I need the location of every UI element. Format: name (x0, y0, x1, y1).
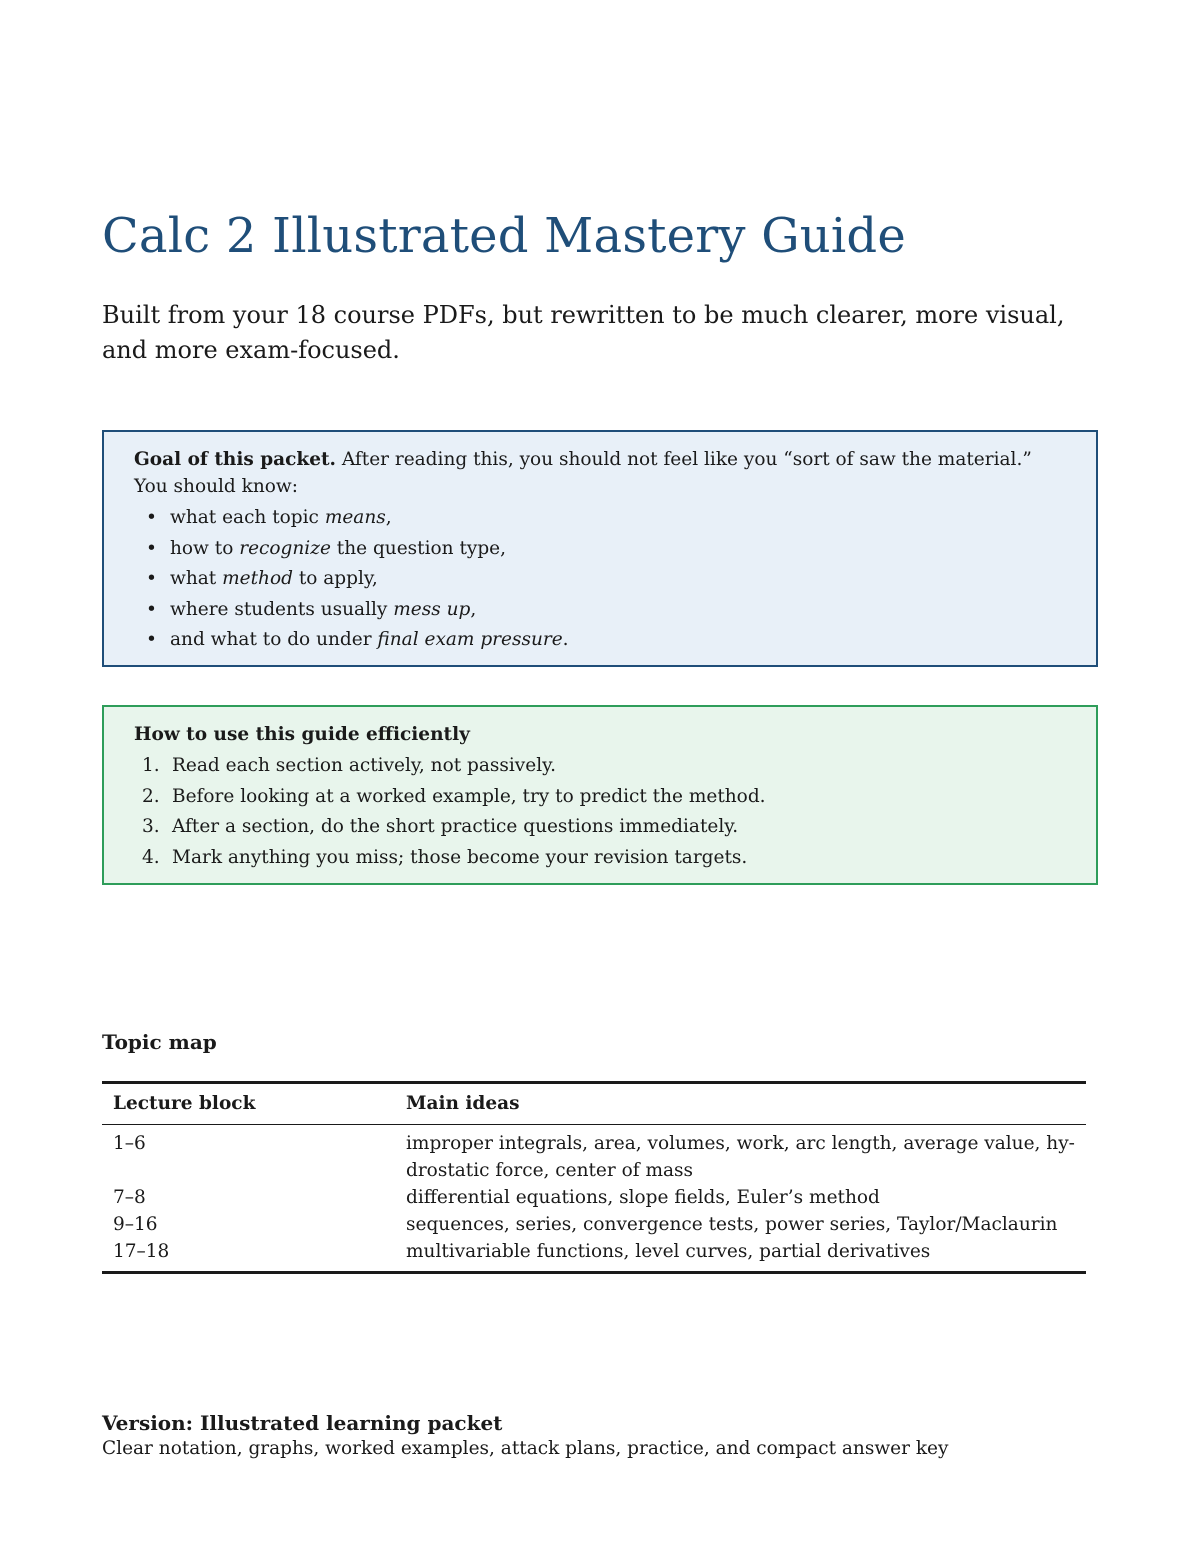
cell-lecture-block: 9–16 (113, 1214, 158, 1235)
bullet-icon: • (146, 629, 157, 651)
cell-lecture-block: 1–6 (113, 1133, 146, 1154)
cell-main-ideas: improper integrals, area, volumes, work, arc length, average value, hy- drostatic force, center of mass (406, 1133, 1075, 1181)
cell-main-ideas: sequences, series, convergence tests, power series, Taylor/Maclaurin (406, 1214, 1058, 1235)
cell-lecture-block: 7–8 (113, 1187, 146, 1208)
goal-list (134, 503, 1066, 656)
cell-main-ideas: differential equations, slope fields, Euler’s method (406, 1187, 880, 1208)
table-row (102, 1184, 1086, 1211)
usage-step: 3. After a section, do the short practice questions immediately. (142, 816, 739, 838)
version-description: Clear notation, graphs, worked examples, attack plans, practice, and compact answer key (102, 1438, 949, 1459)
goal-list-item: • what each topic means, (134, 503, 1066, 534)
goal-list-item: • where students usually mess up, (134, 595, 1066, 626)
usage-step: 1. Read each section actively, not passively. (142, 755, 557, 776)
cell-main-ideas: multivariable functions, level curves, partial derivatives (406, 1241, 931, 1262)
goal-list-item: • what method to apply, (134, 564, 1066, 595)
version-heading: Version: Illustrated learning packet (102, 1411, 503, 1435)
goal-intro-line2: You should know: (134, 476, 298, 497)
table-header-row (102, 1083, 1086, 1125)
bullet-icon: • (146, 507, 157, 528)
bullet-icon: • (146, 598, 157, 620)
usage-step: 4. Mark anything you miss; those become your revision targets. (142, 846, 748, 868)
topic-map-heading: Topic map (102, 1030, 217, 1054)
document-title: Calc 2 Illustrated Mastery Guide (102, 208, 906, 264)
goal-heading: Goal of this packet. (134, 449, 336, 470)
column-header-lecture-block: Lecture block (113, 1093, 256, 1114)
goal-box (102, 430, 1098, 667)
bullet-icon: • (146, 537, 157, 559)
goal-list-item: • and what to do under final exam pressure. (134, 625, 1066, 656)
cell-lecture-block: 17–18 (113, 1241, 170, 1262)
column-header-main-ideas: Main ideas (406, 1093, 520, 1114)
table-row (102, 1238, 1086, 1273)
bullet-icon: • (146, 568, 157, 590)
usage-heading: How to use this guide efficiently (134, 724, 470, 745)
goal-intro (134, 446, 1066, 473)
usage-steps (134, 751, 1066, 873)
goal-intro-text: After reading this, you should not feel like you “sort of saw the material.” (341, 449, 1032, 470)
table-row (102, 1211, 1086, 1238)
usage-step: 2. Before looking at a worked example, try to predict the method. (142, 785, 766, 807)
goal-list-item: • how to recognize the question type, (134, 534, 1066, 565)
topic-map-table (102, 1081, 1086, 1274)
usage-box (102, 705, 1098, 885)
document-subtitle: Built from your 18 course PDFs, but rewritten to be much clearer, more visual, and more exam-focused. (102, 301, 1065, 364)
table-row (102, 1125, 1086, 1185)
